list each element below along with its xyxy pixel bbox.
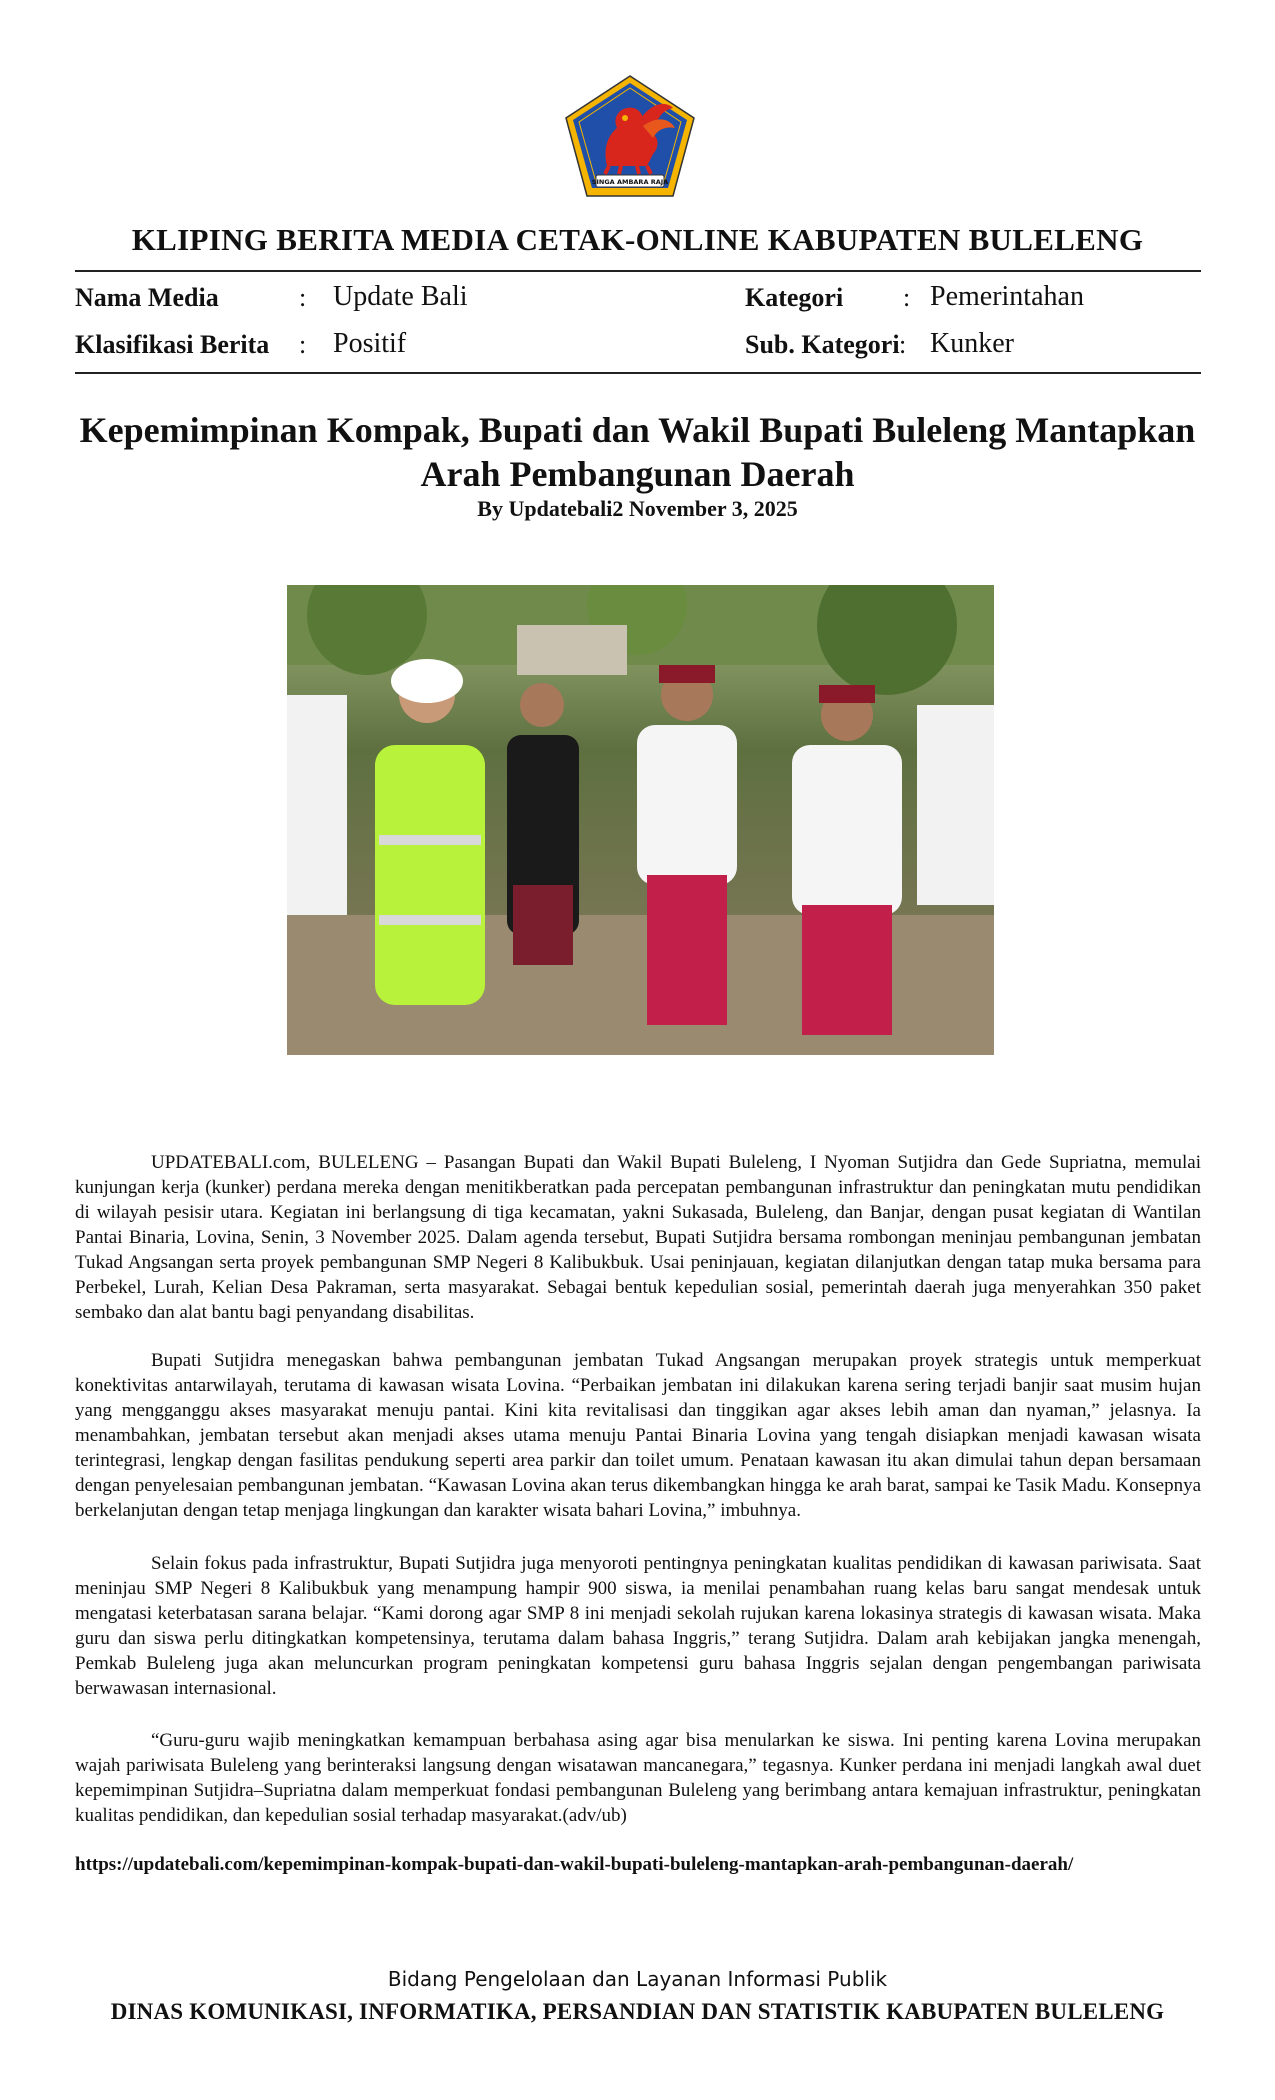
article-paragraph (75, 1150, 1201, 1325)
paragraph-text: “Guru-guru wajib meningkatkan kemampuan berbahasa asing agar bisa menularkan ke siswa. Ini penting karena Lovina merupakan wajah pariwisata Buleleng yang berinteraksi langsung dengan wisatawan mancanegara,” tegasnya. Kunker perdana ini menjadi langkah awal duet kepemimpinan Sutjidra–Supriatna dalam memperkuat fondasi pembangunan Buleleng yang berimbang antara kemajuan infrastruktur, peningkatan kualitas pendidikan, dan kepedulian sosial terhadap masyarakat.(adv/ub) (75, 1730, 1201, 1826)
article-photo (287, 585, 994, 1055)
meta-colon: : (299, 283, 307, 312)
kabupaten-logo (563, 74, 697, 198)
paragraph-text: Bupati Sutjidra menegaskan bahwa pembangunan jembatan Tukad Angsangan merupakan proyek strategis untuk memperkuat konektivitas antarwilayah, terutama di kawasan wisata Lovina. “Perbaikan jembatan ini dilakukan karena sering terjadi banjir saat musim hujan yang mengganggu akses masyarakat menuju pantai. Kini kita revitalisasi dan tinggikan agar akses lebih aman dan nyaman,” jelasnya. Ia menambahkan, jembatan tersebut akan menjadi akses utama menuju Pantai Binaria Lovina yang tengah disiapkan menjadi kawasan wisata terintegrasi, lengkap dengan fasilitas pendukung seperti area parkir dan toilet umum. Penataan kawasan itu akan dimulai tahun depan bersamaan dengan penyelesaian pembangunan jembatan. “Kawasan Lovina akan terus dikembangkan hingga ke arah barat, sampai ke Tasik Madu. Konsepnya berkelanjutan dengan tetap menjaga lingkungan dan karakter wisata bahari Lovina,” imbuhnya. (75, 1350, 1201, 1521)
meta-value: Update Bali (333, 281, 468, 312)
meta-label: Kategori (745, 283, 844, 312)
header-rule-bottom (75, 372, 1201, 374)
meta-colon: : (903, 283, 911, 312)
logo-motto: SINGA AMBARA RAJA (591, 178, 669, 186)
meta-value: Pemerintahan (930, 281, 1084, 312)
header-rule-top (75, 270, 1201, 272)
paragraph-text: UPDATEBALI.com, BULELENG – Pasangan Bupati dan Wakil Bupati Buleleng, I Nyoman Sutjidra dan Gede Supriatna, memulai kunjungan kerja (kunker) perdana mereka dengan menitikberatkan pada percepatan pembangunan infrastruktur dan peningkatan mutu pendidikan di wilayah pesisir utara. Kegiatan ini berlangsung di tiga kecamatan, yakni Sukasada, Buleleng, dan Banjar, dengan pusat kegiatan di Wantilan Pantai Binaria, Lovina, Senin, 3 November 2025. Dalam agenda tersebut, Bupati Sutjidra bersama rombongan meninjau pembangunan jembatan Tukad Angsangan serta proyek pembangunan SMP Negeri 8 Kalibukbuk. Usai peninjauan, kegiatan dilanjutkan dengan tatap muka bersama para Perbekel, Lurah, Kelian Desa Pakraman, serta masyarakat. Sebagai bentuk kepedulian sosial, pemerintah daerah juga menyerahkan 350 paket sembako dan alat bantu bagi penyandang disabilitas. (75, 1152, 1201, 1323)
document-title: KLIPING BERITA MEDIA CETAK-ONLINE KABUPATEN BULELENG (131, 222, 1144, 257)
headline-line: Arah Pembangunan Daerah (420, 454, 855, 494)
paragraph-text: Selain fokus pada infrastruktur, Bupati Sutjidra juga menyoroti pentingnya peningkatan kualitas pendidikan di kawasan pariwisata. Saat meninjau SMP Negeri 8 Kalibukbuk yang menampung hampir 900 siswa, ia menilai penambahan ruang kelas baru sangat mendesak untuk mengatasi keterbatasan sarana belajar. “Kami dorong agar SMP 8 ini menjadi sekolah rujukan karena lokasinya strategis di kawasan wisata. Maka guru dan siswa perlu ditingkatkan kompetensinya, terutama dalam bahasa Inggris,” terang Sutjidra. Dalam arah kebijakan jangka menengah, Pemkab Buleleng juga akan meluncurkan program peningkatan kompetensi guru bahasa Inggris sejalan dengan pengembangan pariwisata berwawasan internasional. (75, 1553, 1201, 1699)
article-paragraph (75, 1728, 1201, 1828)
meta-label: Klasifikasi Berita (75, 330, 270, 359)
source-url-link[interactable]: https://updatebali.com/kepemimpinan-kompak-bupati-dan-wakil-bupati-buleleng-mantapkan-arah-pembangunan-daerah/ (75, 1854, 1074, 1875)
article-byline: By Updatebali2 November 3, 2025 (477, 496, 798, 521)
meta-value: Positif (333, 328, 407, 359)
footer-department: Bidang Pengelolaan dan Layanan Informasi Publik (387, 1967, 888, 1991)
footer-agency: DINAS KOMUNIKASI, INFORMATIKA, PERSANDIAN DAN STATISTIK KABUPATEN BULELENG (110, 1999, 1165, 2024)
article-paragraph (75, 1551, 1201, 1701)
meta-value: Kunker (930, 328, 1014, 359)
meta-label: Nama Media (75, 283, 219, 312)
meta-label: Sub. Kategori (745, 330, 900, 359)
article-headline (60, 408, 1215, 496)
headline-line: Kepemimpinan Kompak, Bupati dan Wakil Bupati Buleleng Mantapkan (79, 410, 1196, 450)
meta-colon: : (299, 330, 307, 359)
article-paragraph (75, 1348, 1201, 1523)
meta-colon: : (899, 330, 907, 359)
